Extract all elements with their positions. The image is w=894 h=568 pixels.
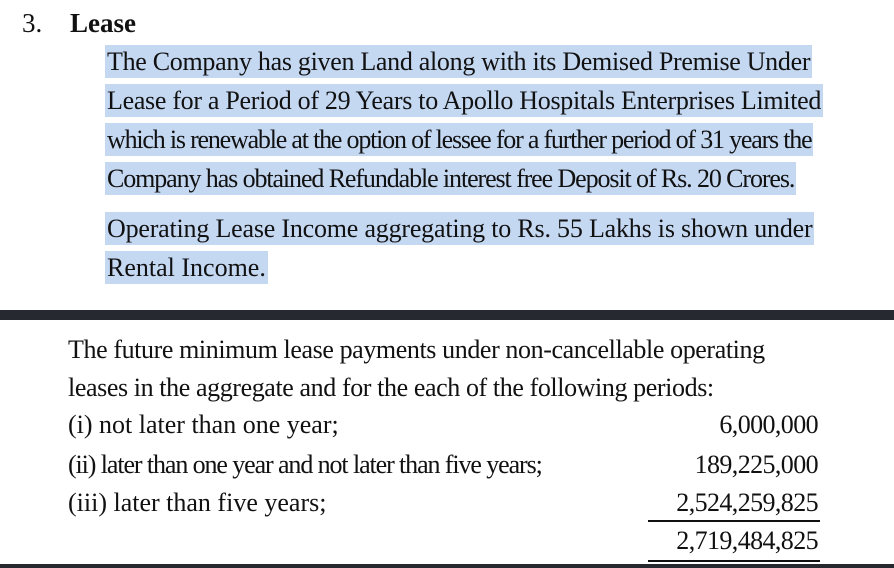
schedule-intro-line: leases in the aggregate and for the each of the following periods: bbox=[68, 373, 714, 402]
page-divider bbox=[0, 310, 894, 320]
schedule-row-value: 189,225,000 bbox=[694, 450, 818, 479]
schedule-row-label: (ii) later than one year and not later than five years; bbox=[68, 450, 542, 479]
highlighted-text-line[interactable]: which is renewable at the option of lessee for a further period of 31 years the bbox=[107, 125, 812, 154]
highlighted-text-line[interactable]: Operating Lease Income aggregating to Rs. 55 Lakhs is shown under bbox=[107, 214, 813, 243]
highlighted-text-line[interactable]: The Company has given Land along with its Demised Premise Under bbox=[107, 47, 811, 76]
highlighted-text-line[interactable]: Company has obtained Refundable interest free Deposit of Rs. 20 Crores. bbox=[107, 164, 795, 193]
lease-payment-schedule bbox=[0, 320, 894, 564]
subtotal-rule bbox=[648, 520, 820, 522]
schedule-intro-line: The future minimum lease payments under non-cancellable operating bbox=[68, 335, 765, 364]
schedule-row-value: 2,524,259,825 bbox=[676, 488, 818, 517]
schedule-row-value: 6,000,000 bbox=[719, 410, 818, 439]
total-rule bbox=[648, 560, 820, 562]
bottom-border bbox=[0, 564, 894, 568]
section-title: Lease bbox=[70, 8, 136, 38]
highlighted-text-line[interactable]: Rental Income. bbox=[107, 253, 266, 282]
schedule-row-label: (i) not later than one year; bbox=[68, 410, 339, 439]
section-number: 3. bbox=[22, 8, 43, 38]
schedule-total: 2,719,484,825 bbox=[676, 526, 818, 555]
highlighted-text-line[interactable]: Lease for a Period of 29 Years to Apollo Hospitals Enterprises Limited bbox=[107, 86, 822, 115]
schedule-row-label: (iii) later than five years; bbox=[68, 488, 327, 517]
